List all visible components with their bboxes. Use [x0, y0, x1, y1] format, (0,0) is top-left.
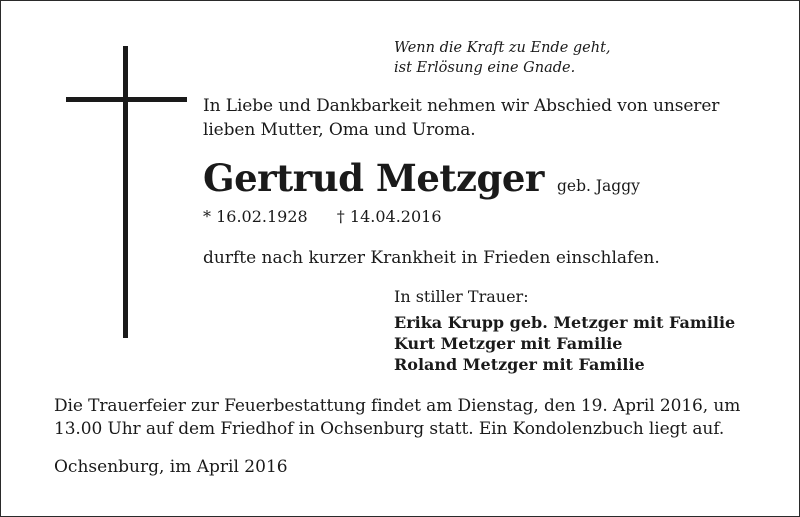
funeral-info: [54, 395, 774, 441]
deceased-name-row: [203, 155, 640, 201]
mourner-entry: Erika Krupp geb. Metzger mit Familie: [394, 313, 736, 332]
funeral-line: 13.00 Uhr auf dem Friedhof in Ochsenburg statt. Ein Kondolenzbuch liegt auf.: [54, 419, 725, 439]
cross-horizontal-bar: [66, 97, 187, 102]
intro-line: In Liebe und Dankbarkeit nehmen wir Abschied von unserer: [203, 96, 720, 116]
mourners-list: [394, 312, 735, 375]
maiden-name: geb. Jaggy: [556, 177, 640, 195]
deceased-name: Gertrud Metzger: [203, 156, 544, 200]
intro-text: [203, 94, 763, 142]
mourner-entry: Kurt Metzger mit Familie: [394, 334, 623, 353]
mourning-heading: In stiller Trauer:: [394, 287, 529, 306]
passing-text: durfte nach kurzer Krankheit in Frieden einschlafen.: [203, 248, 660, 268]
life-dates: [203, 206, 442, 228]
place-date: Ochsenburg, im April 2016: [54, 457, 288, 477]
quote-line: ist Erlösung eine Gnade.: [394, 60, 576, 76]
intro-line: lieben Mutter, Oma und Uroma.: [203, 120, 476, 140]
birth-date: * 16.02.1928: [203, 207, 308, 226]
death-date: † 14.04.2016: [336, 207, 442, 226]
mourner-entry: Roland Metzger mit Familie: [394, 355, 645, 374]
funeral-line: Die Trauerfeier zur Feuerbestattung findet am Dienstag, den 19. April 2016, um: [54, 396, 741, 416]
quote: [394, 38, 611, 78]
cross-vertical-bar: [123, 46, 128, 338]
quote-line: Wenn die Kraft zu Ende geht,: [394, 40, 611, 56]
